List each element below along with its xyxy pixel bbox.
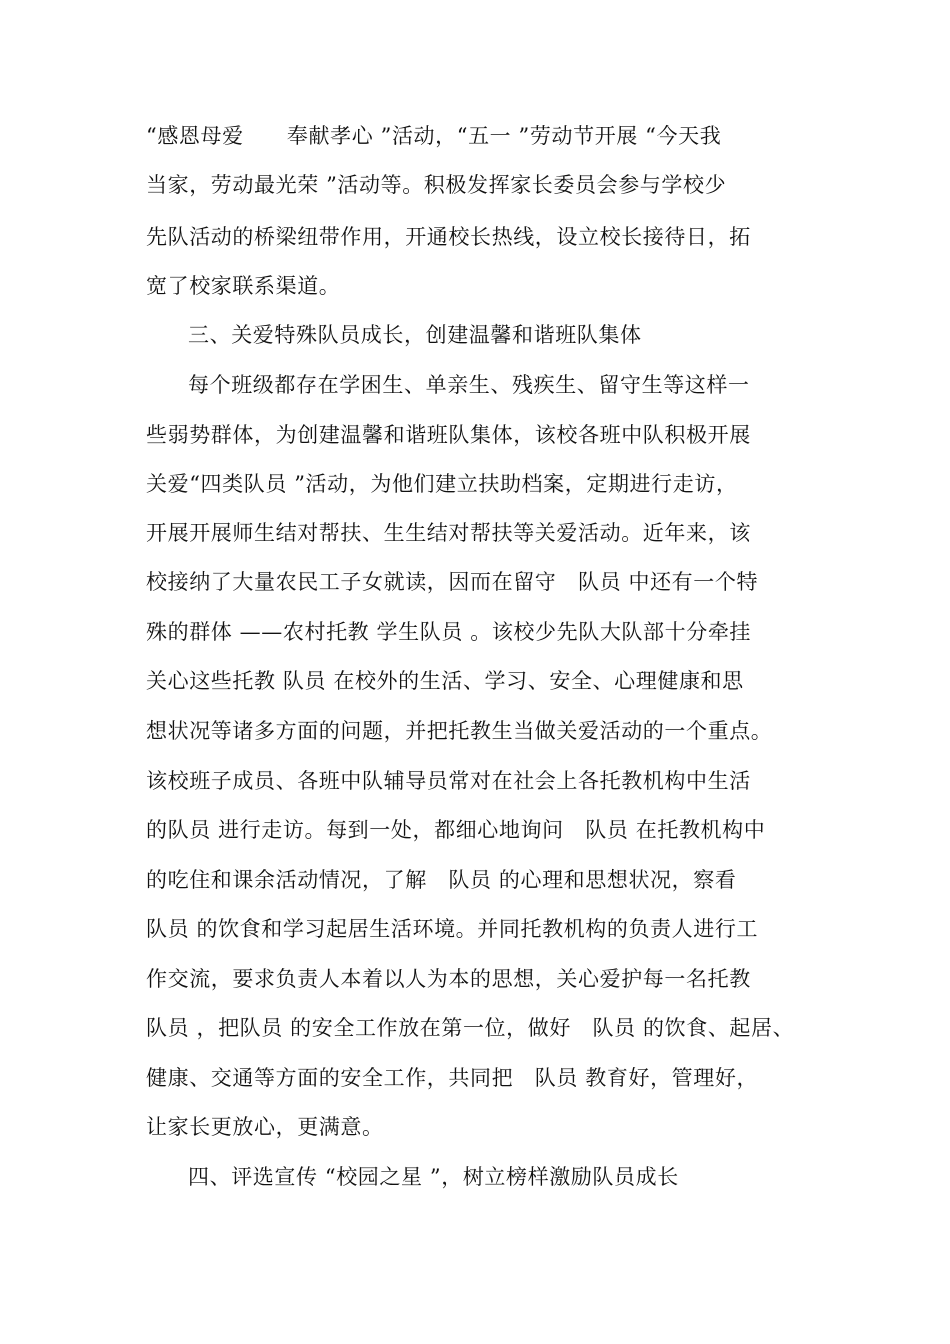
paragraph-line: 想状况等诸多方面的问题，并把托教生当做关爱活动的一个重点。 (146, 719, 773, 743)
paragraph-line: “感恩母爱 奉献孝心 ”活动，“五一 ”劳动节开展 “今天我 (146, 124, 722, 148)
paragraph-line: 宽了校家联系渠道。 (146, 274, 341, 298)
paragraph-line: 每个班级都存在学困生、单亲生、残疾生、留守生等这样一 (188, 373, 750, 397)
paragraph-line: 健康、交通等方面的安全工作，共同把 队员 教育好，管理好， (146, 1066, 759, 1090)
paragraph-line: 当家，劳动最光荣 ”活动等。积极发挥家长委员会参与学校少 (146, 173, 727, 197)
paragraph-line: 先队活动的桥梁纽带作用，开通校长热线，设立校长接待日，拓 (146, 225, 751, 249)
paragraph-line: 队员 的饮食和学习起居生活环境。并同托教机构的负责人进行工 (146, 917, 759, 941)
paragraph-line: 作交流，要求负责人本着以人为本的思想，关心爱护每一名托教 (146, 967, 751, 991)
paragraph-line: 些弱势群体，为创建温馨和谐班队集体，该校各班中队积极开展 (146, 423, 751, 447)
paragraph-line: 校接纳了大量农民工子女就读，因而在留守 队员 中还有一个特 (146, 570, 759, 594)
paragraph-line: 关爱“四类队员 ”活动，为他们建立扶助档案，定期进行走访， (146, 472, 738, 496)
paragraph-line: 该校班子成员、各班中队辅导员常对在社会上各托教机构中生活 (146, 769, 751, 793)
paragraph-line: 的队员 进行走访。每到一处，都细心地询问 队员 在托教机构中 (146, 818, 766, 842)
paragraph-line: 让家长更放心，更满意。 (146, 1115, 384, 1139)
section-heading: 三、关爱特殊队员成长，创建温馨和谐班队集体 (188, 323, 642, 347)
paragraph-line: 的吃住和课余活动情况，了解 队员 的心理和思想状况，察看 (146, 868, 737, 892)
section-heading: 四、评选宣传 “校园之星 ”，树立榜样激励队员成长 (188, 1165, 679, 1189)
paragraph-line: 殊的群体 ——农村托教 学生队员 。该校少先队大队部十分牵挂 (146, 620, 752, 644)
paragraph-line: 队员 ，把队员 的安全工作放在第一位，做好 队员 的饮食、起居、 (146, 1016, 795, 1040)
paragraph-line: 关心这些托教 队员 在校外的生活、学习、安全、心理健康和思 (146, 669, 744, 693)
paragraph-line: 开展开展师生结对帮扶、生生结对帮扶等关爱活动。近年来，该 (146, 521, 751, 545)
